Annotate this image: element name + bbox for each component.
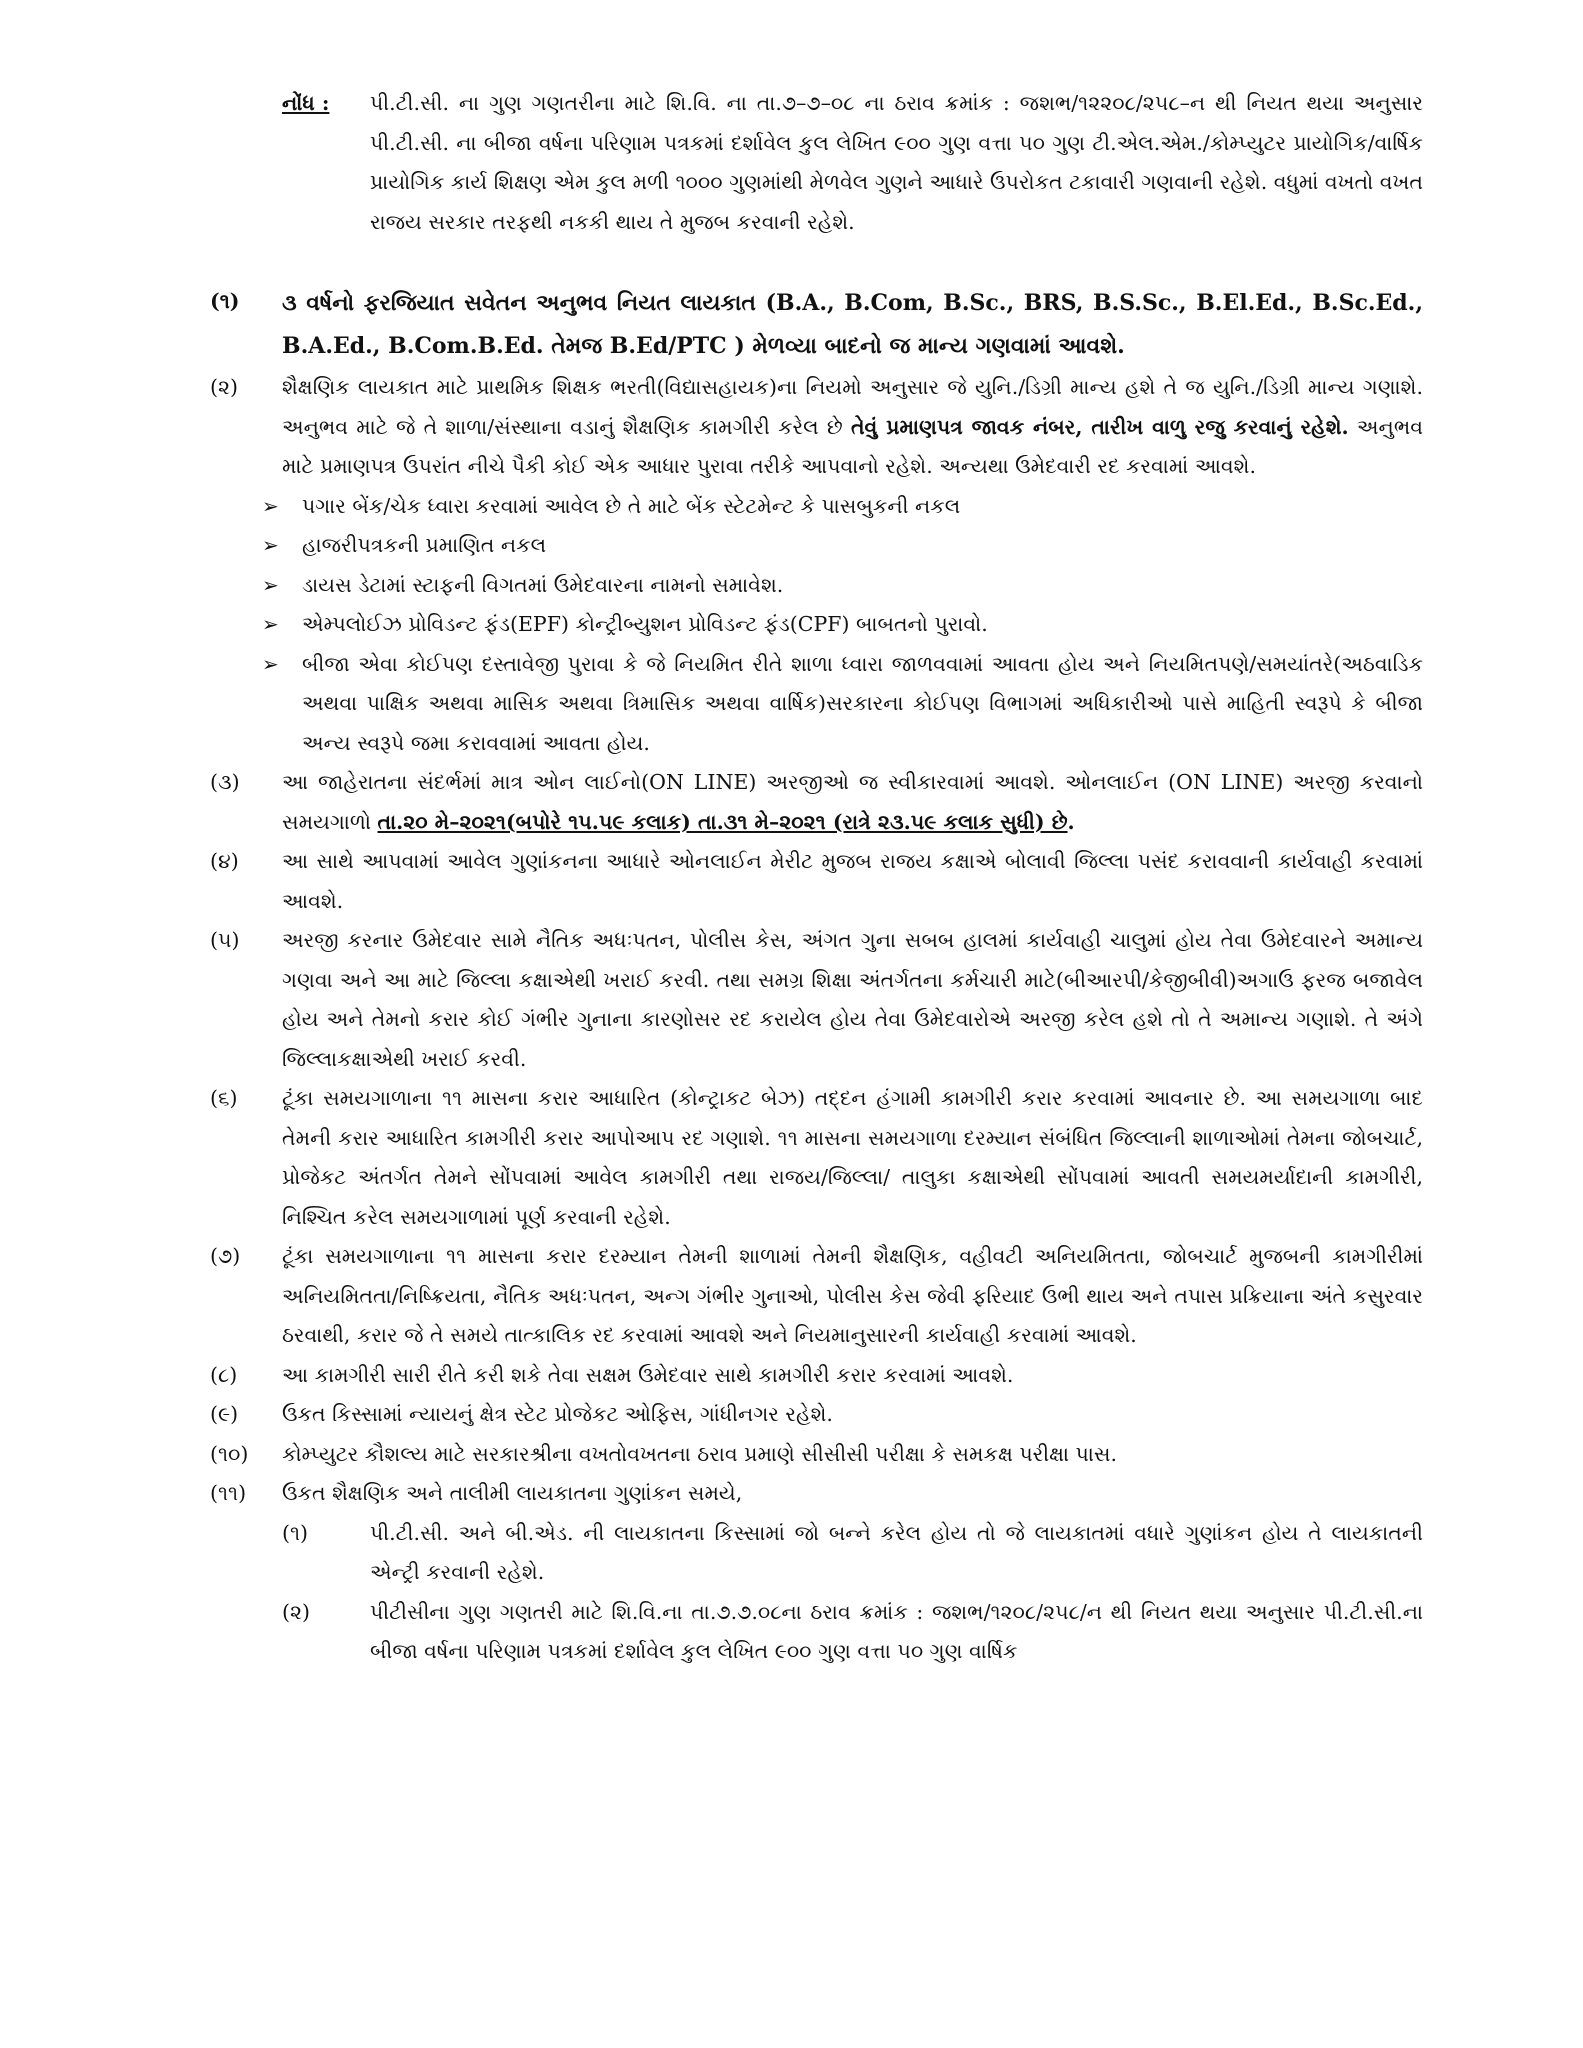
sub-item-1 — [282, 1514, 1423, 1593]
item-text-block — [282, 368, 1423, 487]
sub-item-number: (૨) — [282, 1599, 311, 1624]
bullet-text: પગાર બેંક/ચેક ધ્વારા કરવામાં આવેલ છે તે માટે બેંક સ્ટેટમેન્ટ કે પાસબુકની નકલ — [302, 493, 961, 518]
item-text: કોમ્પ્યુટર કૌશલ્ય માટે સરકારશ્રીના વખતોવખતના ઠરાવ પ્રમાણે સીસીસી પરીક્ષા કે સમકક્ષ પરીક્ષા પાસ. — [282, 1441, 1118, 1466]
item-text: આ જાહેરાતના સંદર્ભમાં માત્ર ઓન લાઈનો(ON LINE) અરજીઓ જ સ્વીકારવામાં આવશે. ઓનલાઈન (ON LINE) અરજી કરવાનો સમયગાળો — [282, 770, 1423, 834]
arrow-bullet-icon: ➢ — [262, 533, 279, 557]
bullet-text: ડાયસ ડેટામાં સ્ટાફની વિગતમાં ઉમેદવારના નામનો સમાવેશ. — [302, 572, 784, 597]
bullet-item — [262, 645, 1423, 764]
list-item-1 — [210, 282, 1423, 368]
list-item-11 — [210, 1474, 1423, 1514]
bullet-item — [262, 487, 1423, 527]
item-text: ૩ વર્ષનો ફરજિયાત સવેતન અનુભવ નિયત લાયકાત (B.A., B.Com, B.Sc., BRS, B.S.Sc., B.El.Ed., B.Sc.Ed., B.A.Ed., B.Com.B.Ed. તેમજ B.Ed/PTC ) મેળવ્યા બાદનો જ માન્ય ગણવામાં આવશે. — [282, 290, 1423, 359]
item-text: ઉકત કિસ્સામાં ન્યાયનું ક્ષેત્ર સ્ટેટ પ્રોજેકટ ઓફિસ, ગાંધીનગર રહેશે. — [282, 1402, 833, 1426]
item-number: (૧૧) — [210, 1481, 247, 1505]
item-text: અનુભવ માટે પ્રમાણપત્ર ઉપરાંત નીચે પૈકી કોઈ એક આધાર પુરાવા તરીકે આપવાનો રહેશે. અન્યથા ઉમેદવારી રદ કરવામાં આવશે. — [282, 414, 1423, 478]
bullet-text: હાજરીપત્રકની પ્રમાણિત નકલ — [302, 533, 547, 557]
item-number: (૧) — [210, 289, 240, 313]
list-item-7 — [210, 1237, 1423, 1356]
list-item-9 — [210, 1395, 1423, 1435]
list-item-10 — [210, 1435, 1423, 1475]
item-text: આ કામગીરી સારી રીતે કરી શકે તેવા સક્ષમ ઉમેદવાર સાથે કામગીરી કરાર કરવામાં આવશે. — [282, 1362, 1014, 1387]
arrow-bullet-icon: ➢ — [262, 651, 279, 676]
bullet-item — [262, 605, 1423, 645]
item-text-bold: તેવું પ્રમાણપત્ર જાવક નંબર, તારીખ વાળુ રજુ કરવાનું રહેશે. — [850, 414, 1349, 439]
list-item-8 — [210, 1356, 1423, 1396]
item-number: (૨) — [210, 375, 239, 399]
list-item-5 — [210, 921, 1423, 1079]
item-number: (૬) — [210, 1086, 238, 1110]
note-label: નોંધ : — [282, 91, 330, 115]
list-item-4 — [210, 842, 1423, 921]
item-text: ટૂંકા સમયગાળાના ૧૧ માસના કરાર આધારિત (કોન્ટ્રાકટ બેઝ) તદ્દન હંગામી કામગીરી કરાર કરવામાં આવનાર છે. આ સમયગાળા બાદ તેમની કરાર આધારિત કામગીરી કરાર આપોઆપ રદ ગણાશે. ૧૧ માસના સમયગાળા દરમ્યાન સંબંધિત જિલ્લાની શાળાઓમાં તેમના જોબચાર્ટ, પ્રોજેકટ અંતર્ગત તેમને સોંપવામાં આવેલ કામગીરી તથા રાજય/જિલ્લા/ તાલુકા કક્ષાએથી સોંપવામાં આવતી સમયમર્યાદાની કામગીરી, નિશ્ચિત કરેલ સમયગાળામાં પૂર્ણ કરવાની રહેશે. — [282, 1086, 1423, 1229]
item-text: અરજી કરનાર ઉમેદવાર સામે નૈતિક અધઃપતન, પોલીસ કેસ, અંગત ગુના સબબ હાલમાં કાર્યવાહી ચાલુમાં હોય તેવા ઉમેદવારને અમાન્ય ગણવા અને આ માટે જિલ્લા કક્ષાએથી ખરાઈ કરવી. તથા સમગ્ર શિક્ષા અંતર્ગતના કર્મચારી માટે(બીઆરપી/કેજીબીવી)અગાઉ ફરજ બજાવેલ હોય અને તેમનો કરાર કોઈ ગંભીર ગુનાના કારણોસર રદ કરાયેલ હોય તેવા ઉમેદવારોએ અરજી કરેલ હશે તો તે અમાન્ય ગણાશે. તે અંગે જિલ્લાકક્ષાએથી ખરાઈ કરવી. — [282, 928, 1423, 1071]
item-text: ઉકત શૈક્ષણિક અને તાલીમી લાયકાતના ગુણાંકન સમયે, — [282, 1481, 743, 1505]
bullet-item — [262, 566, 1423, 606]
item-text: આ સાથે આપવામાં આવેલ ગુણાંકનના આધારે ઓનલાઈન મેરીટ મુજબ રાજય કક્ષાએ બોલાવી જિલ્લા પસંદ કરાવવાની કાર્યવાહી કરવામાં આવશે. — [282, 849, 1423, 913]
item-number: (૩) — [210, 770, 240, 794]
note-block — [282, 84, 1423, 242]
item-text: શૈક્ષણિક લાયકાત માટે પ્રાથમિક શિક્ષક ભરતી(વિદ્યાસહાયક)ના નિયમો અનુસાર જે યુનિ./ડિગ્રી માન્ય હશે તે જ યુનિ./ડિગ્રી માન્ય ગણાશે. અનુભવ માટે જે તે શાળા/સંસ્થાના વડાનું શૈક્ષણિક કામગીરી કરેલ છે — [282, 375, 1423, 439]
list-item-3 — [210, 763, 1423, 842]
item-number: (૫) — [210, 928, 240, 952]
list-item-6 — [210, 1079, 1423, 1237]
bullet-item — [262, 526, 1423, 566]
item-number: (૭) — [210, 1244, 241, 1268]
application-period: તા.૨૦ મે–૨૦૨૧(બપોરે ૧૫.૫૯ કલાક) તા.૩૧ મે–૨૦૨૧ (રાત્રે ૨૩.૫૯ કલાક સુધી) છે — [377, 809, 1068, 834]
bullet-text: બીજા એવા કોઈપણ દસ્તાવેજી પુરાવા કે જે નિયમિત રીતે શાળા ધ્વારા જાળવવામાં આવતા હોય અને નિયમિતપણે/સમયાંતરે(અઠવાડિક અથવા પાક્ષિક અથવા માસિક અથવા ત્રિમાસિક અથવા વાર્ષિક)સરકારના કોઈપણ વિભાગમાં અધિકારીઓ પાસે માહિતી સ્વરૂપે કે બીજા અન્ય સ્વરૂપે જમા કરાવવામાં આવતા હોય. — [302, 651, 1423, 755]
arrow-bullet-icon: ➢ — [262, 572, 279, 597]
item-text: ટૂંકા સમયગાળાના ૧૧ માસના કરાર દરમ્યાન તેમની શાળામાં તેમની શૈક્ષણિક, વહીવટી અનિયમિતતા, જોબચાર્ટ મુજબની કામગીરીમાં અનિયમિતતા/નિષ્ક્રિયતા, નૈતિક અધઃપતન, અન્ગ ગંભીર ગુનાઓ, પોલીસ કેસ જેવી ફરિયાદ ઉભી થાય અને તપાસ પ્રક્રિયાના અંતે કસુરવાર ઠરવાથી, કરાર જે તે સમયે તાત્કાલિક રદ કરવામાં આવશે અને નિયમાનુસારની કાર્યવાહી કરવામાં આવશે. — [282, 1244, 1423, 1347]
list-item-2 — [210, 368, 1423, 487]
sub-item-text: પી.ટી.સી. અને બી.એડ. ની લાયકાતના કિસ્સામાં જો બન્ને કરેલ હોય તો જે લાયકાતમાં વધારે ગુણાંકન હોય તે લાયકાતની એન્ટ્રી કરવાની રહેશે. — [370, 1520, 1423, 1584]
item-number: (૯) — [210, 1402, 239, 1426]
item-text-block — [282, 763, 1423, 842]
arrow-bullet-icon: ➢ — [262, 493, 279, 518]
note-text: પી.ટી.સી. ના ગુણ ગણતરીના માટે શિ.વિ. ના તા.૭–૭–૦૮ ના ઠરાવ ક્રમાંક : જશભ/૧૨૨૦૮/૨૫૮–ન થી નિયત થયા અનુસાર પી.ટી.સી. ના બીજા વર્ષના પરિણામ પત્રકમાં દર્શાવેલ કુલ લેખિત ૯૦૦ ગુણ વત્તા ૫૦ ગુણ ટી.એલ.એમ./કોમ્પ્યુટર પ્રાયોગિક/વાર્ષિક પ્રાયોગિક કાર્ય શિક્ષણ એમ કુલ મળી ૧૦૦૦ ગુણમાંથી મેળવેલ ગુણને આધારે ઉપરોકત ટકાવારી ગણવાની રહેશે. વધુમાં વખતો વખત રાજય સરકાર તરફથી નકકી થાય તે મુજબ કરવાની રહેશે. — [370, 91, 1423, 234]
item-text: . — [1067, 809, 1075, 834]
arrow-bullet-icon: ➢ — [262, 612, 279, 636]
item-number: (૮) — [210, 1362, 238, 1387]
item-number: (૪) — [210, 849, 239, 873]
bullet-text: એમ્પલોઈઝ પ્રોવિડન્ટ ફંડ(EPF) કોન્ટ્રીબ્યુશન પ્રોવિડન્ટ ફંડ(CPF) બાબતનો પુરાવો. — [302, 612, 988, 636]
sub-item-number: (૧) — [282, 1520, 309, 1545]
item-number: (૧૦) — [210, 1441, 249, 1466]
sub-item-text: પીટીસીના ગુણ ગણતરી માટે શિ.વિ.ના તા.૭.૭.૦૮ના ઠરાવ ક્રમાંક : જશભ/૧૨૦૮/૨૫૮/ન થી નિયત થયા અનુસાર પી.ટી.સી.ના બીજા વર્ષના પરિણામ પત્રકમાં દર્શાવેલ કુલ લેખિત ૯૦૦ ગુણ વત્તા ૫૦ ગુણ વાર્ષિક — [370, 1599, 1423, 1663]
evidence-list — [210, 487, 1423, 764]
sub-item-2 — [282, 1593, 1423, 1672]
